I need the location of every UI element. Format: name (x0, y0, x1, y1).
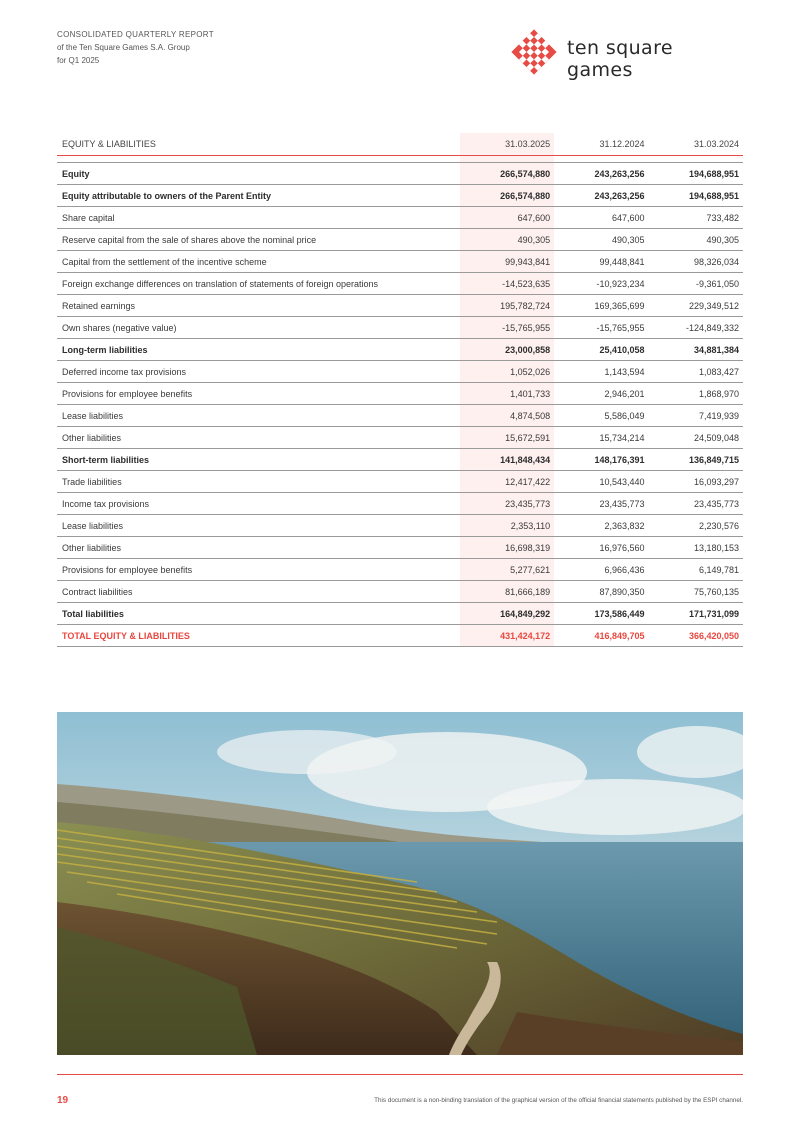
row-value-q1-2024: 7,419,939 (649, 405, 743, 427)
row-label: Own shares (negative value) (57, 317, 460, 339)
row-value-q1-2024: -124,849,332 (649, 317, 743, 339)
row-value-ye-2024: 169,365,699 (554, 295, 648, 317)
report-header (57, 28, 214, 67)
row-value-q1-2024: 490,305 (649, 229, 743, 251)
row-value-q1-2025: 23,435,773 (460, 493, 554, 515)
row-label: Trade liabilities (57, 471, 460, 493)
table-row (57, 625, 743, 647)
row-value-q1-2025: 141,848,434 (460, 449, 554, 471)
table-row (57, 427, 743, 449)
row-value-q1-2024: 1,083,427 (649, 361, 743, 383)
company-wordmark: ten square games (567, 37, 673, 81)
row-value-ye-2024: 173,586,449 (554, 603, 648, 625)
equity-liabilities-table (57, 133, 743, 647)
row-value-ye-2024: 243,263,256 (554, 185, 648, 207)
row-value-q1-2024: 23,435,773 (649, 493, 743, 515)
table-row (57, 603, 743, 625)
row-value-ye-2024: 99,448,841 (554, 251, 648, 273)
row-label: Equity (57, 163, 460, 185)
page-number: 19 (57, 1095, 69, 1106)
table-row (57, 163, 743, 185)
column-header-label: EQUITY & LIABILITIES (57, 133, 460, 156)
table-row (57, 185, 743, 207)
table-row (57, 471, 743, 493)
row-label: Income tax provisions (57, 493, 460, 515)
row-value-ye-2024: 148,176,391 (554, 449, 648, 471)
diamond-checker-logo-icon (510, 28, 558, 76)
row-label: Share capital (57, 207, 460, 229)
row-value-q1-2025: 1,052,026 (460, 361, 554, 383)
row-value-ye-2024: 243,263,256 (554, 163, 648, 185)
report-subtitle: of the Ten Square Games S.A. Group (57, 43, 190, 52)
row-value-q1-2025: 16,698,319 (460, 537, 554, 559)
row-value-q1-2024: 194,688,951 (649, 163, 743, 185)
row-label: Deferred income tax provisions (57, 361, 460, 383)
row-label: Foreign exchange differences on translation of statements of foreign operations (57, 273, 460, 295)
row-value-ye-2024: 10,543,440 (554, 471, 648, 493)
table-row (57, 207, 743, 229)
row-value-ye-2024: 23,435,773 (554, 493, 648, 515)
row-value-q1-2024: 16,093,297 (649, 471, 743, 493)
coastal-vineyard-photo (57, 712, 743, 1055)
row-value-q1-2025: 81,666,189 (460, 581, 554, 603)
row-value-q1-2025: 15,672,591 (460, 427, 554, 449)
table-row (57, 383, 743, 405)
row-value-q1-2025: 4,874,508 (460, 405, 554, 427)
report-title: CONSOLIDATED QUARTERLY REPORT (57, 30, 214, 39)
row-value-q1-2024: 13,180,153 (649, 537, 743, 559)
row-value-ye-2024: -15,765,955 (554, 317, 648, 339)
table-row (57, 229, 743, 251)
row-value-q1-2025: 195,782,724 (460, 295, 554, 317)
row-value-q1-2025: 12,417,422 (460, 471, 554, 493)
table-row (57, 537, 743, 559)
row-label: Short-term liabilities (57, 449, 460, 471)
company-logo (510, 28, 745, 81)
row-value-q1-2025: 2,353,110 (460, 515, 554, 537)
row-label: TOTAL EQUITY & LIABILITIES (57, 625, 460, 647)
table-row (57, 559, 743, 581)
row-value-q1-2025: 164,849,292 (460, 603, 554, 625)
table-row (57, 493, 743, 515)
table-header-row (57, 133, 743, 156)
row-value-ye-2024: 15,734,214 (554, 427, 648, 449)
row-label: Contract liabilities (57, 581, 460, 603)
row-value-q1-2025: -15,765,955 (460, 317, 554, 339)
row-value-ye-2024: 6,966,436 (554, 559, 648, 581)
footer-disclaimer: This document is a non-binding translation of the graphical version of the official financial statements published by the ESPI channel. (374, 1097, 743, 1104)
row-value-q1-2024: 366,420,050 (649, 625, 743, 647)
row-value-q1-2025: 99,943,841 (460, 251, 554, 273)
row-label: Retained earnings (57, 295, 460, 317)
report-period: for Q1 2025 (57, 56, 100, 65)
row-label: Provisions for employee benefits (57, 559, 460, 581)
row-value-ye-2024: 2,946,201 (554, 383, 648, 405)
row-value-ye-2024: 1,143,594 (554, 361, 648, 383)
row-value-q1-2024: 229,349,512 (649, 295, 743, 317)
row-value-q1-2024: 34,881,384 (649, 339, 743, 361)
row-value-q1-2025: 266,574,880 (460, 163, 554, 185)
table-row (57, 581, 743, 603)
row-label: Reserve capital from the sale of shares above the nominal price (57, 229, 460, 251)
row-value-q1-2025: 490,305 (460, 229, 554, 251)
row-value-q1-2025: 1,401,733 (460, 383, 554, 405)
row-value-ye-2024: 2,363,832 (554, 515, 648, 537)
row-label: Total liabilities (57, 603, 460, 625)
row-value-q1-2024: 98,326,034 (649, 251, 743, 273)
row-value-q1-2024: 136,849,715 (649, 449, 743, 471)
row-value-q1-2025: 5,277,621 (460, 559, 554, 581)
table-row (57, 361, 743, 383)
row-value-q1-2024: -9,361,050 (649, 273, 743, 295)
row-value-q1-2025: 266,574,880 (460, 185, 554, 207)
row-value-ye-2024: 5,586,049 (554, 405, 648, 427)
row-label: Capital from the settlement of the incentive scheme (57, 251, 460, 273)
row-value-q1-2024: 75,760,135 (649, 581, 743, 603)
table-spacer-row (57, 156, 743, 163)
row-value-q1-2025: 647,600 (460, 207, 554, 229)
row-value-q1-2024: 2,230,576 (649, 515, 743, 537)
row-value-ye-2024: 416,849,705 (554, 625, 648, 647)
row-value-ye-2024: 16,976,560 (554, 537, 648, 559)
column-header-date: 31.12.2024 (554, 133, 648, 156)
table-row (57, 339, 743, 361)
row-value-ye-2024: 647,600 (554, 207, 648, 229)
row-value-ye-2024: 25,410,058 (554, 339, 648, 361)
row-value-q1-2024: 24,509,048 (649, 427, 743, 449)
row-value-q1-2024: 1,868,970 (649, 383, 743, 405)
row-value-ye-2024: 490,305 (554, 229, 648, 251)
row-label: Provisions for employee benefits (57, 383, 460, 405)
row-value-ye-2024: -10,923,234 (554, 273, 648, 295)
table-row (57, 515, 743, 537)
row-label: Other liabilities (57, 427, 460, 449)
row-label: Lease liabilities (57, 515, 460, 537)
row-label: Long-term liabilities (57, 339, 460, 361)
row-label: Equity attributable to owners of the Parent Entity (57, 185, 460, 207)
table-row (57, 273, 743, 295)
table-row (57, 449, 743, 471)
row-label: Lease liabilities (57, 405, 460, 427)
row-value-q1-2024: 194,688,951 (649, 185, 743, 207)
row-value-q1-2024: 733,482 (649, 207, 743, 229)
row-value-ye-2024: 87,890,350 (554, 581, 648, 603)
row-value-q1-2025: -14,523,635 (460, 273, 554, 295)
row-label: Other liabilities (57, 537, 460, 559)
table-row (57, 251, 743, 273)
row-value-q1-2025: 431,424,172 (460, 625, 554, 647)
table-row (57, 295, 743, 317)
table-row (57, 405, 743, 427)
row-value-q1-2024: 6,149,781 (649, 559, 743, 581)
column-header-date: 31.03.2024 (649, 133, 743, 156)
column-header-date: 31.03.2025 (460, 133, 554, 156)
row-value-q1-2025: 23,000,858 (460, 339, 554, 361)
footer-divider (57, 1074, 743, 1075)
row-value-q1-2024: 171,731,099 (649, 603, 743, 625)
table-row (57, 317, 743, 339)
